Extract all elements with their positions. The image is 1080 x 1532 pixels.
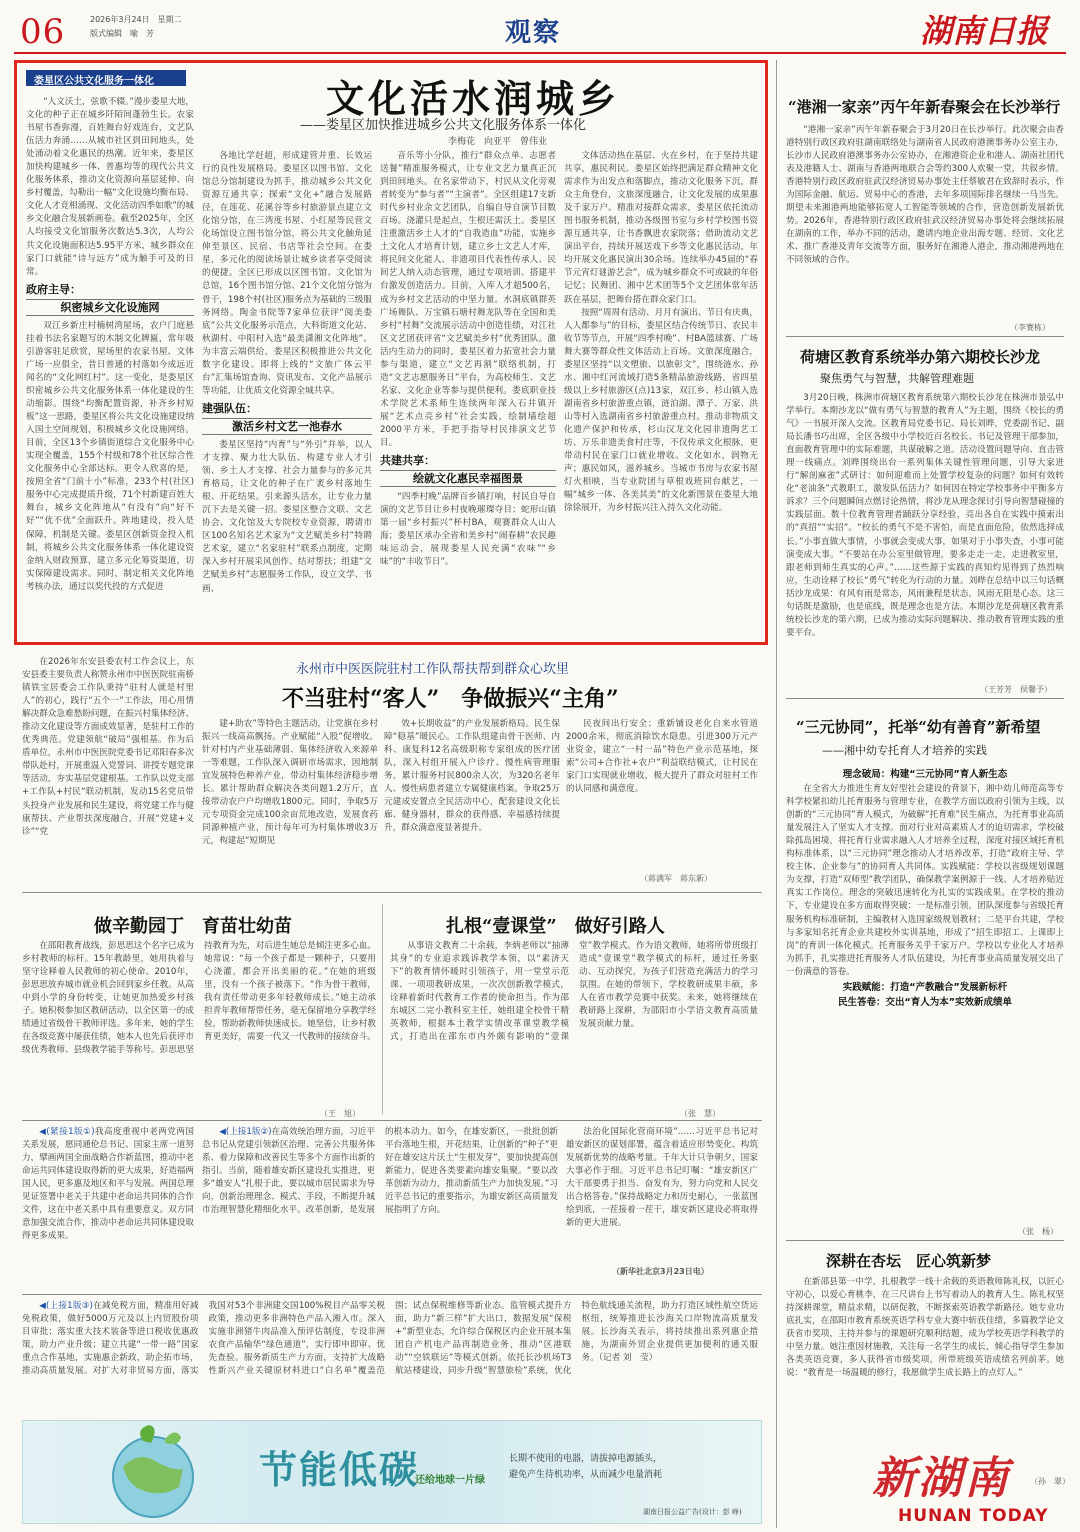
- right-story-2-paragraph: 3月20日晚，株洲市荷塘区教育系统第六期校长沙龙在株洲市景弘中学举行。本期沙龙以“做有勇气与智慧的教育人”为主题，围绕《校长的勇气》一书展开深入交流。区教育局党委书记、局长刘晔，党委副书记、副局长潘书巧出席，全区各级中小学校近百名校长、书记及管理干部参加，直面教育管理中的实际难题，共谋破解之道。活动设置问题导向、直击管理一线痛点。刘晔围绕出台一系列集体关键性管理问题，引导大家进行“解剖麻雀”式研讨：如何迎难而上处置学校复杂的问题？如何有效转化“老油条”式教职工，激发队伍活力？如何因在特定学校事务中平衡多方诉求？三个问题瞬间点燃讨论热情，将沙龙从理念探讨引导向智慧碰撞的实践层面。数十位教育管理者踊跃分享经验，亮出各自在实践中摸索出的“真招”“实招”。“校长的勇气不是不害怕，而是直面危险，依然选择成长。”小事直做大事情，小事就会变成大事，如果对于小事失查，小事可能演变成大事。“不要站在办公室里做管理，要多走走一走，走进教室里，跟老师到师生真实的心声。”……这些源于实践的真知灼见得到了热烈响应，生动诠释了校长“勇气”转化为行动的力量。刘晔在总结中以三句话概括沙龙成果：有风有雨是常态，风雨兼程是状态，风雨无阻是心态。这三句话既是激励，也是底线，既是理念也是方法。本期沙龙是荷塘区教育系统校长沙龙的第六期，已成为推动实际问题解决、推动教育管理实践的重要平台。: [786, 393, 1064, 638]
- right-story-1-paragraph: “港湘一家亲”丙午年新春聚会于3月20日在长沙举行。此次聚会由香港特别行政区政府驻湖南联络处与湖南省人民政府港澳事务办公室主办，长沙市人民政府港澳事务办公室协办，在湘港资企业和港人、湖南社团代表及港籍人士、湖南与香港两地联合会等约300人欢聚一堂，共叙乡情。香港特别行政区政府驻武汉经济贸易办事处主任蔡敏君在致辞时表示，作为国际金融、航运、贸易中心的香港，去年多项国际排名继续一马当先。期望未来湘港两地能够拓宽人工智能等领域的合作，营造创新发展新优势。2026年，香港特别行政区政府驻武汉经济贸易办事处将会继续拓展在湖南的工作，举办不同的活动，邀请内地企业出海专题、经贸、文化艺术、推广香港及青年交流等方面，服务好在湘港人港企，推动湘港两地在不同领域的合作。: [786, 125, 1064, 266]
- right-story-3-subhead-2: 实践赋能：打造“产教融合”发展新标杆: [842, 981, 1008, 993]
- lead-paragraph: 娄星区坚持“内育”与“外引”并举，以人才支撑、聚力壮大队伍、构建专业人才引领、乡土人才支撑、社会力量参与的多元共育格局，让文化的种子在广袤乡村落地生根、开花结果。引来源头活水，让专业力量沉下去是关键一招。娄星区整合文联、文艺协会、文化馆及大专院校专业资源，聘请市区100名知名艺术家为“文艺赋美乡村”特聘艺术家，建立“名家驻村”联系点制度，定期深入乡村开展采风创作、结对帮扶；组建“文艺赋美乡村”志愿服务工作队，设立文学、书画、: [202, 439, 372, 594]
- story-title-right: 扎根“壹课堂” 做好引路人: [446, 916, 665, 937]
- masthead-rule: [14, 52, 1066, 54]
- watermark-logo: 新湖南: [872, 1453, 1010, 1504]
- page-number: 06: [20, 12, 66, 52]
- right-story-2-subtitle: 聚焦勇气与智慧，共解管理难题: [820, 372, 974, 385]
- lead-authors: 李梅花 向亚平 曾伟业: [448, 137, 548, 147]
- jump-3-author: （新华社北京3月23日电）: [612, 1267, 709, 1276]
- lead-subhead-1-label: 政府主导：: [26, 282, 81, 296]
- right-story-2-author: （王芳芳 侯馨予）: [980, 685, 1052, 694]
- psa-title: 节能低碳: [259, 1448, 420, 1492]
- right-story-3-body: [786, 766, 1064, 1230]
- lead-subhead-2-label: 建强队伍：: [202, 401, 257, 415]
- jump-1: [22, 1126, 194, 1294]
- jump-1-label: ◀(紧接1版①): [39, 1127, 95, 1137]
- mid-author: （蒋满军 蒋东新）: [640, 874, 712, 883]
- mid-column-4: [566, 718, 758, 868]
- right-story-1-title: “港湘一家亲”丙午年新春聚会在长沙举行: [788, 98, 1061, 116]
- masthead: [0, 0, 1080, 56]
- right-story-4-title: 深耕在杏坛 匠心筑新梦: [826, 1252, 992, 1270]
- right-story-2-title: 荷塘区教育系统举办第六期校长沙龙: [800, 348, 1041, 366]
- mid-column-2: [202, 718, 378, 886]
- lead-subhead-2: [202, 402, 372, 415]
- story-left-body: [22, 940, 376, 1116]
- lead-column-4: [564, 150, 758, 636]
- psa-tip-2: 避免产生待机功率，从而减少电量消耗: [509, 1470, 663, 1480]
- layout-editor: 版式编辑 喻 芳: [90, 29, 154, 38]
- lead-tag: [26, 70, 186, 86]
- lead-subhead-2-title: 激活乡村文艺一池春水: [202, 418, 372, 435]
- lead-paragraph: “人文沃土，弦歌不辍。”漫步娄星大地，文化的种子正在城乡阡陌间蓬勃生长。农家书屋书香弥漫，百姓舞台好戏连台，文艺队伍活力奔涌……从城市社区到田间地头，处处涌动着文化惠民的热潮。近年来，娄星区加快构建城乡一体、普惠均等的现代公共文化服务体系，推动文化资源向基层延伸、向乡村覆盖，勾勒出一幅“文化设施均衡布局、文化人才竞相涌现、文化活动四季如歌”的城乡文化融合发展新画卷。截至2025年，全区人均接受文化馆服务次数达5.3次，人均公共文化设施面积达5.95平方米，城乡群众在家门口就能“诗与远方”成为触手可及的日常。: [26, 97, 194, 277]
- story-right-author: （张 慧）: [680, 1109, 720, 1118]
- right-story-1-author: （李赛栋）: [1010, 323, 1050, 332]
- story-right-body: [390, 940, 758, 1116]
- psa-credit: 湖南日报公益广告(设计：彭 峥): [643, 1508, 742, 1516]
- mid-paragraph: 效+长期收益”的产业发展新格局。民生保障“稳基”暖民心。工作队组建由骨干医师、内科、康复科12名高级职称专家组成的医疗团队，深入村组开展入户诊疗、慢性病管理服务，累计服务村民800余人次，为320名老年人、慢性病患者建立专属健康档案。争取25万元建成安置点全民活动中心，配套建设文化长廊、健身器材，群众的获得感、幸福感持续提升，群众满意度显著提升。: [384, 719, 560, 834]
- jump-4-text: [22, 1300, 758, 1378]
- lead-column-1: [26, 96, 194, 636]
- right-story-2-body: [786, 392, 1064, 680]
- jump-3: [566, 1126, 758, 1266]
- jump-4-body: 在减免税方面，精准用好减免税政策，做好5000万元及以上内贸股份项目审批；落实重大技术装备等进口税收优惠政策，助力产业升级；建立共建“一带一路”国家重点合作基地，实施惠企新政，助企拓市场，推动高质量发展。对扩大对非贸易方面，落实我国对53个非洲建交国100%税目产品零关税政策，推动更多非洲特色产品入湘入市。深入实施非洲猪牛肉品准入预评估制度，专设非洲农食产品输华“绿色通道”，实行即申即审、优先查验。服务新质生产力方面，支持扩大战略性新兴产业关键原材料进口“白名单”覆盖范围；试点保税维修等新业态。监管模式提升方面，助力“新三样”扩大出口，数据发展“保税+”新型业态，允许综合保税区内企业开展本集团自产机电产品再制造业务，推动“区港联动”“空铁联运”等模式创新。依托长沙机场T3航站楼建设，同步升级“智慧旅检”系统，优化特色航线通关流程，助力打造区域性航空货运枢纽，统筹推进长沙海关口岸物流高质量发展。长沙海关表示，将持续推出系列惠企措施，为湖南外贸企业提供更加便利的通关服务。: [22, 1301, 758, 1377]
- right-story-3-author: （张 杨）: [1018, 1227, 1058, 1236]
- jump-1-text: [22, 1126, 194, 1243]
- jump-1-body: 我高度重视中老两党两国关系发展，愿同通伦总书记、国家主席一道努力，擘画两国全面战略合作新蓝图，推动中老命运共同体建设取得新的更大成果，好造福两国人民，更多惠及地区和平与发展。两国总理见证签署中老关于共建中老命运共同体的合作文件，这在中老关系中具有重要意义。双方同意加强交流合作，推动中老命运共同体建设取得更多成果。: [22, 1127, 194, 1242]
- jump-4-end: （记者 刘 莹）: [598, 1353, 658, 1364]
- newspaper-logo: 湖南日报: [920, 12, 1049, 50]
- lead-paragraph: “四季村晚”品牌百乡镇打响，村民自导自演的文艺节目让乡村夜晚璀璨夺目；蛇形山镇第一届“乡村振兴”杯村BA，观赛群众人山人海；娄星区承办全省和美乡村“闹春耕”农民趣味运动会，展现娄星人民充满“农味”“乡味”的“丰收节日”。: [380, 492, 556, 568]
- psa-slogan: 还给地球一片绿: [415, 1475, 485, 1486]
- jump-2: [202, 1126, 558, 1288]
- mid-kicker: 永州市中医医院驻村工作队帮扶帮到群众心坎里: [296, 662, 570, 677]
- divider: [776, 60, 777, 1528]
- mid-title: 不当驻村“客人” 争做振兴“主角”: [282, 686, 619, 712]
- mid-column-3: [384, 718, 560, 886]
- mid-paragraph: 建+助农”等特色主题活动，让党旗在乡村振兴一线高高飘扬。产业赋能“入股”促增收。针对村内产业基础薄弱、集体经济收入来源单一等难题，工作队深入调研市场需求，因地制宜发展特色种养产业，带动村集体经济稳步增长。累计帮助群众解决各类问题1.2万斤，直接带动农户户均增收1800元。同时，争取5万元专项资金完成100余亩荒地改造，发展食药同源种植产业，预计每年可为村集体增收3万元，构建起“短期见: [202, 719, 378, 847]
- lead-subhead-1: [26, 283, 194, 296]
- jump-2-text: [202, 1126, 558, 1217]
- mid-left-column: [22, 656, 194, 884]
- story-paragraph: 在邵阳教育战线，彭思思这个名字已成为乡村教师的标杆。15年教龄里，她用执着与坚守诠释着人民教师的初心使命。2010年，彭思思放弃城市就业机会回到家乡任教。从高中到小学的身份转变，让她更加热爱乡村孩子。她积极参加区教研活动，以全区第一的成绩通过省级骨干教师评选。多年来，她的学生在各级竞赛中屡获佳绩，她本人也先后获评市级优秀教师、县级教学能手等称号。彭思思坚持教育为先，对后进生她总是倾注更多心血。她常说：“每一个孩子都是一颗种子，只要用心浇灌，都会开出美丽的花。”在她的班级里，没有一个孩子被落下。“作为骨干教师，我有责任带动更多年轻教师成长。”她主动承担青年教师帮带任务，毫无保留地分享教学经验，帮助新教师快速成长。她坚信，让乡村教育更美好，需要一代又一代教师的接续奋斗。: [22, 941, 376, 1056]
- lead-subhead-1-title: 织密城乡文化设施网: [26, 299, 194, 316]
- globe-icon: [83, 1421, 233, 1524]
- divider: [22, 1294, 762, 1295]
- jump-3-body: 法治化国际化营商环境”……习近平总书记对雄安新区的谋划部署，蕴含着适应形势变化、构筑发展新优势的战略考量。千年大计只争朝夕，国家大事必作于细。习近平总书记叮嘱：“雄安新区广大干部要勇于担当、奋发有为，努力向党和人民交出合格答卷。”保持战略定力和历史耐心，一张蓝图绘到底，一茬接着一茬干，雄安新区建设必将取得新的更大进展。: [566, 1127, 758, 1229]
- right-story-3-subtitle: ——湘中幼专托育人才培养的实践: [822, 744, 987, 757]
- divider: [22, 1120, 762, 1121]
- divider: [382, 904, 383, 1114]
- section-name: 观察: [505, 18, 562, 48]
- mid-paragraph: 民夜间出行安全；重新铺设老化自来水管道2000余米，彻底消除饮水隐患。引进300万元产业资金，建立“一村一品”特色产业示范基地，探索“公司+合作社+农户”利益联结模式，让村民在家门口实现就业增收，极大提升了群众对驻村工作的认同感和满意度。: [566, 719, 758, 795]
- lead-paragraph: 双江乡新庄村楠树湾屋场，农户门庭悬挂着书法名家题写的木制文化牌匾，常年吸引游客驻足欣赏，屋场里的农家书屋、文体广场一应俱全，昔日普通的村落如今成远近闻名的“文化网红村”。这一变化，是娄星区织密城乡公共文化服务体系一体化建设的生动缩影。围绕“均衡配置资源，补齐乡村短板”这一思路，娄星区将公共文化设施建设纳入国土空间规划，积极城乡文化设施网络。目前，全区13个乡镇街道综合文化服务中心实现全覆盖，155个村级和78个社区综合性文化服务中心全部达标。更令人欣喜的是，按照全省“门前十小”标准，233个村(社区)服务中心完成提质升级，71个村新建百姓大舞台，城乡文化阵地从“有没有”向“好不好”“优不优”全面跃升。阵地建设，投入是保障，机制是关键。娄星区创新资金投入机制，将城乡公共文化服务体系一体化建设资金纳入财政预算，建立多元化筹资渠道，切实保障建设需求。同时，制定相关文化阵地考核办法，通过以奖代投的方式促进: [26, 320, 194, 592]
- story-left-author: （王 旭）: [320, 1109, 360, 1118]
- right-story-3-title: “三元协同”，托举“幼有善育”新希望: [796, 718, 1041, 736]
- right-story-4-paragraph: 在新邵县第一中学，扎根教学一线十余载的英语教师陈礼权，以匠心守初心，以爱心育桃李，在三尺讲台上书写着动人的教育人生。陈礼权坚持深耕课堂，精益求精，以研促教，不断探索英语教学新路径。她专业功底扎实，在邵阳市教育系统英语学科专业大赛中斩获佳绩，多篇教学论文获省市奖项，主持并参与的课题研究顺利结题，成为学校英语学科教学的中坚力量。她注重因材施教，关注每一名学生的成长，倾心指导学生参加各类英语竞赛，多人获得省市级奖项，所带班级英语成绩名列前茅。她说：“教育是一场温暖的修行，我愿做学生成长路上的点灯人。”: [786, 1277, 1064, 1379]
- issue-date: 2026年3月24日 星期二: [90, 15, 182, 24]
- divider: [22, 892, 762, 893]
- divider: [786, 336, 1064, 337]
- lead-subhead-3-title: 绘就文化惠民幸福图景: [380, 470, 556, 487]
- lead-column-3: [380, 150, 556, 636]
- lead-tag-text: 娄星区公共文化服务一体化: [34, 76, 154, 87]
- psa-banner: [22, 1420, 762, 1524]
- jump-2-label: ◀(上接1版②): [219, 1127, 272, 1137]
- lead-subtitle: ——娄星区加快推进城乡公共文化服务体系一体化: [300, 118, 587, 133]
- lead-title: 文化活水润城乡: [326, 76, 621, 121]
- jump-4-label: ◀(上接1版③): [39, 1301, 93, 1311]
- right-story-1-body: [786, 124, 1064, 320]
- lead-paragraph: 音乐等小分队，推行“群众点单、志愿者送餐”精准服务模式，让专业文艺力量真正沉到田间地头。在名家带动下，村民从文化旁观者转变为“参与者”“主演者”。全区组建17支新时代乡村业余文艺团队，自编自导自演节目数百场。浇灌只是起点，生根还需沃土。娄星区注重激活乡土人才的“自我造血”功能，实施乡土文化人才培育计划，建立乡土文艺人才库，将民间文化能人、非遗项目代表性传承人、民间艺人纳入动态管理，通过专项培训、搭建平台激发创造活力。目前，入库人才超500名，成为乡村文艺活动的中坚力量。水洞底镇群英广场舞队、万宝镇石塘村舞龙队等在全国和美乡村“村舞”交流展示活动中创造佳绩，对江社区文艺团获评省“文艺赋美乡村”优秀团队。激活内生动力的同时，娄星区着力拓宽社会力量参与渠道，建立“文艺再割”联络机制，打造“文艺志愿服务日”平台，为高校师生、文艺名家、文化企业等参与提供便利。娄底职业技术学院艺术系师生连续两年深入石井镇开展“艺术点亮乡村”社会实践，绘制墙绘超2000平方米，手把手指导村民排演文艺节目。: [380, 151, 556, 449]
- story-paragraph: 从事语文教育二十余载，李炳老师以“抽薄其身”的专业追求践诉教学本领，以“素济天下”的教育情怀暖时引领孩子，用一堂堂示范课、一项项教研成果，一次次创新教学模式，诠释着新时代教育工作者的使命担当。作为邵东城区二完小教科室主任，她组建全校骨干精英教师，根据本土教学实情改革课堂教学模式，打造出在邵东市内外颇有影响的“壹课堂”教学模式。作为语文教师，她将所带班级打造成“壹课堂”教学模式的标杆，通过任务驱动、互动探究，为孩子们营造充满活力的学习氛围。在她的带领下，学校教研成果丰硕，多人在省市教学竞赛中获奖。未来，她将继续在教研路上深耕，为邵阳市小学语文教育高质量发展贡献力量。: [390, 941, 758, 1043]
- watermark-english: HUNAN TODAY: [898, 1506, 1049, 1526]
- lead-subhead-3-label: 共建共享：: [380, 454, 435, 468]
- right-story-3-subhead-3: 民生答卷：交出“育人为本”实效新成绩单: [838, 996, 1012, 1008]
- psa-tip-1: 长期不使用的电器，请拔掉电源插头，: [509, 1454, 663, 1464]
- lead-column-2: [202, 150, 372, 636]
- lead-paragraph: 按照“周周有活动、月月有演出、节日有庆典，人人都参与”的目标，娄星区结合传统节日、农民丰收节等节点，开展“四季村晚”、村BA篮球赛、广场舞大赛等群众性文体活动上百场。文旅深度融合，娄星区坚持“以文塑旅、以旅彰文”，围绕涟水、孙水、湘中红河流域打造5条精品旅游线路，省四星级以上乡村旅游区(点)13家，双江乡、杉山镇入选湖南省乡村旅游重点镇，涟泊湖、潭子、万家、洪山等村入选湖南省乡村旅游重点村。推动非物质文化遗产保护和传承，杉山汉龙文化园非遗陶艺工坊、万乐非遗美食村庄等，不仅传承文化根脉，更带动村民在家门口就业增收。文化如水，润物无声；惠民如风，滋养城乡。当城市书房与农家书屋灯火相映，当专业院团与草根戏班同台献艺，一幅“城乡一体、各美其美”的文化新图景在娄星大地徐徐展开，为乡村振兴注入持久文化动能。: [564, 307, 758, 514]
- mid-paragraph: 在2026年东安县委农村工作会议上，东安县委主要负责人称赞永州市中医医院驻南桥镇铁宝居委会工作队秉持“驻村人就是村里人”的初心，践行“五个一”工作法，用心用情解决群众急难愁盼问题，在振兴村集体经济、推动文化建设等方面成效显著，是驻村工作的优秀典范。党建领航“破局”强根基。作为后盾单位，永州市中医医院党委书记邓阳春多次带队赴村，开展重温入党誓词、讲授专题党课等活动，夯实基层党建根基。工作队以党支部+工作队+村民“联动机制，发动15名党员带头投身产业发展和民生建设，将党建工作与健康帮扶、产业帮扶深度融合，开展“党建+义诊”“党: [22, 657, 194, 837]
- jump-2-body: 在高效统治理方面，习近平总书记从党建引领新区治理、完善公共服务体系、着力保障和改善民生等多个方面作出新的指引。当前，随着雄安新区建设扎实推进，更多“雄安人”扎根于此，要以城市居民需求为导向，创新治理理念、模式、手段，不断提升城市治理智慧化精细化水平。改革创新，是发展的根本动力。如今，在雄安新区，一批批创新平台落地生根，开花结果，让创新的“种子”更好在雄安这片沃土“生根发芽”，要加快提高创新能力，促进各类要素向雄安集聚。“要以改革创新为动力，推动新质生产力加快发展。”习近平总书记的重要指示，为雄安新区高质量发展指明了方向。: [202, 1127, 558, 1216]
- jump-4: [22, 1300, 758, 1414]
- right-story-3-paragraph: 在全省大力推进生育友好型社会建设的背景下，湘中幼儿师范高等专科学校紧扣幼儿托育服务与管理专业，在教学方面以政府引领为主线，以创新的“三元协同”育人模式，为破解“托育难”民生痛点，为托育事业高质量发展注入了坚实人才支撑。面对行业对高素质人才的迫切需求，学校破除孤岛困境，将托育行业需求融入人才培养全过程，深度对接区域托育机构标准体系，以“三元协同”理念推动人才培养改革，打造“政府主导、学校主体、企业参与”的协同育人共同体。实践赋能：学校以省级规划课题为支撑，打造“双师型”教学团队，确保教学案例源于一线、人才培养贴近真实工作岗位。理念的突破迅速转化为扎实的实践成果。在学校的推动下，专业建设在多方面取得突破：一是标准引领，团队深度参与省级托育服务机构标准研制，主编教材入选国家级规划教材；二是平台共建，学校与多家知名托育企业共建校外实训基地，形成了“招生即招工、上课即上岗”的育训一体化模式。托育服务关乎千家万户。学校以专业化人才培养为抓手，扎实推进托育服务人才队伍建设，为托育事业高质量发展交出了一份满意的答卷。: [786, 784, 1064, 977]
- right-story-3-subhead-1: 理念破局：构建“三元协同”育人新生态: [842, 769, 1008, 780]
- divider: [786, 698, 1064, 699]
- divider: [786, 1240, 1064, 1241]
- lead-subhead-3: [380, 454, 556, 467]
- right-story-4-author: （孙 翠）: [1030, 1477, 1070, 1486]
- lead-paragraph: 各地比学赶超，形成建管并重、长效运行的良性发展格局。娄星区以图书馆、文化馆总分馆制建设为抓手，推动城乡公共文化资源互通共享；探索“文化+”融合发展路径，在莲花、花溪谷等乡村旅游景点建立文化馆分馆，在三湾度书屋、小红屋等民营文化场馆设立图书馆分馆，将公共文化触角延伸至景区、民宿、书店等社会空间。在娄星，多元化的阅读场景让城乡读者享受阅读的便捷。全区已形成以区图书馆、文化馆为总馆，16个图书馆分馆、21个文化馆分馆为骨干，198个村(社区)服务点为基础的三级服务网络。陶金书院等7家单位获评“阅美娄底”公共文化服务示范点，大科街道文化站、秋湖村、中阳村入选“最美潇湘文化阵地”。为丰富云端供给，娄星区积极推进公共文化数字化建设。即将上线的“文旅广体云平台”汇集场馆查询、资讯发布、文化产品展示等功能，让优质文化资源全城共享。: [202, 151, 372, 396]
- lead-paragraph: 文体活动热在基层、火在乡村，在于坚持共建共享，惠民利民。娄星区始终把满足群众精神文化需求作为出发点和落脚点，推动文化服务下沉，群众主角登台，文旅深度融合，让文化发展的成果惠及千家万户。精准对接群众需求，娄星区依托流动图书服务机制，推动各级图书室与乡村学校图书资源互通共享，让书香飘进农家院落；借助流动文艺演出平台，持续开展送戏下乡等文化惠民活动，年均开展文化惠民演出30余场。连续举办45届的“春节元宵灯谜游艺会”，成为城乡群众不可或缺的年俗记忆；民舞团、湘中艺术团等5个文艺团体常年活跃在基层，把舞台搭在群众家门口。: [564, 151, 758, 305]
- story-title-left: 做辛勤园丁 育苗壮幼苗: [94, 916, 292, 937]
